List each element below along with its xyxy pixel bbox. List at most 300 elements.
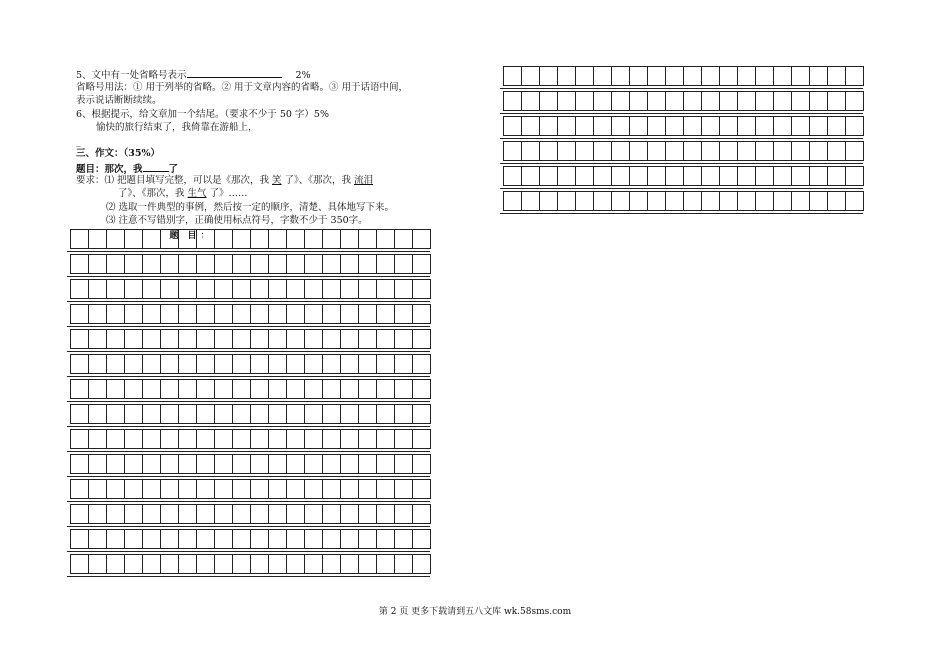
grid-cell[interactable] (647, 91, 666, 111)
grid-cell[interactable] (178, 254, 197, 274)
grid-cell[interactable] (322, 454, 341, 474)
grid-cell[interactable] (88, 504, 107, 524)
grid-cell[interactable] (124, 354, 143, 374)
grid-cell[interactable] (88, 379, 107, 399)
grid-cell[interactable] (683, 166, 702, 186)
grid-cell[interactable] (755, 166, 774, 186)
grid-cell[interactable] (250, 554, 269, 574)
grid-cell[interactable] (845, 141, 864, 161)
grid-cell[interactable] (755, 191, 774, 211)
grid-cell[interactable] (755, 116, 774, 136)
grid-cell[interactable] (70, 329, 89, 349)
grid-cell[interactable] (665, 91, 684, 111)
grid-cell[interactable] (358, 379, 377, 399)
grid-cell[interactable] (665, 66, 684, 86)
grid-cell[interactable] (196, 379, 215, 399)
grid-cell[interactable] (88, 479, 107, 499)
grid-cell[interactable] (503, 191, 522, 211)
grid-cell[interactable] (412, 279, 431, 299)
grid-cell[interactable] (142, 254, 161, 274)
grid-cell[interactable] (304, 404, 323, 424)
grid-cell[interactable] (160, 454, 179, 474)
grid-cell[interactable] (412, 454, 431, 474)
grid-cell[interactable] (106, 329, 125, 349)
grid-cell[interactable] (70, 404, 89, 424)
grid-cell[interactable] (719, 66, 738, 86)
grid-cell[interactable] (268, 329, 287, 349)
grid-cell[interactable] (394, 379, 413, 399)
grid-cell[interactable] (304, 229, 323, 249)
grid-cell[interactable] (412, 354, 431, 374)
grid-cell[interactable] (557, 191, 576, 211)
grid-cell[interactable] (394, 554, 413, 574)
grid-cell[interactable] (827, 66, 846, 86)
grid-cell[interactable] (503, 141, 522, 161)
grid-cell[interactable] (304, 279, 323, 299)
grid-cell[interactable] (70, 429, 89, 449)
grid-cell[interactable] (214, 379, 233, 399)
grid-cell[interactable] (322, 229, 341, 249)
grid-cell[interactable] (268, 429, 287, 449)
grid-cell[interactable] (611, 116, 630, 136)
grid-cell[interactable] (178, 454, 197, 474)
grid-cell[interactable] (142, 554, 161, 574)
grid-cell[interactable] (232, 254, 251, 274)
grid-cell[interactable] (160, 279, 179, 299)
grid-cell[interactable] (539, 166, 558, 186)
grid-cell[interactable] (647, 191, 666, 211)
grid-cell[interactable] (557, 66, 576, 86)
grid-cell[interactable] (647, 166, 666, 186)
grid-cell[interactable] (124, 404, 143, 424)
grid-cell[interactable] (214, 329, 233, 349)
grid-cell[interactable] (286, 529, 305, 549)
grid-cell[interactable] (70, 529, 89, 549)
grid-cell[interactable] (340, 304, 359, 324)
grid-cell[interactable] (88, 529, 107, 549)
grid-cell[interactable] (412, 429, 431, 449)
grid-cell[interactable] (286, 429, 305, 449)
grid-cell[interactable] (611, 166, 630, 186)
grid-cell[interactable] (773, 116, 792, 136)
grid-cell[interactable] (286, 379, 305, 399)
grid-cell[interactable] (304, 554, 323, 574)
grid-cell[interactable] (286, 404, 305, 424)
grid-cell[interactable] (376, 329, 395, 349)
grid-cell[interactable] (503, 166, 522, 186)
grid-cell[interactable] (683, 141, 702, 161)
grid-cell[interactable] (412, 329, 431, 349)
grid-cell[interactable] (845, 166, 864, 186)
grid-cell[interactable] (358, 279, 377, 299)
grid-cell[interactable] (142, 379, 161, 399)
grid-cell[interactable] (719, 91, 738, 111)
grid-cell[interactable] (250, 504, 269, 524)
grid-cell[interactable] (629, 166, 648, 186)
grid-cell[interactable] (322, 479, 341, 499)
grid-cell[interactable] (322, 504, 341, 524)
grid-cell[interactable] (196, 454, 215, 474)
grid-cell[interactable] (250, 429, 269, 449)
grid-cell[interactable] (196, 554, 215, 574)
grid-cell[interactable] (268, 354, 287, 374)
grid-cell[interactable] (232, 279, 251, 299)
grid-cell[interactable] (214, 254, 233, 274)
grid-cell[interactable] (358, 554, 377, 574)
grid-cell[interactable] (575, 91, 594, 111)
grid-cell[interactable] (88, 279, 107, 299)
grid-cell[interactable] (88, 254, 107, 274)
grid-cell[interactable] (70, 454, 89, 474)
grid-cell[interactable] (737, 166, 756, 186)
grid-cell[interactable] (232, 304, 251, 324)
grid-cell[interactable] (376, 379, 395, 399)
grid-cell[interactable] (196, 329, 215, 349)
grid-cell[interactable] (286, 304, 305, 324)
grid-cell[interactable] (773, 66, 792, 86)
grid-cell[interactable] (142, 504, 161, 524)
grid-cell[interactable] (629, 141, 648, 161)
grid-cell[interactable] (593, 91, 612, 111)
grid-cell[interactable] (358, 454, 377, 474)
grid-cell[interactable] (773, 141, 792, 161)
grid-cell[interactable] (376, 404, 395, 424)
grid-cell[interactable] (773, 91, 792, 111)
grid-cell[interactable] (142, 529, 161, 549)
grid-cell[interactable] (160, 354, 179, 374)
grid-cell[interactable] (701, 191, 720, 211)
grid-cell[interactable] (214, 529, 233, 549)
grid-cell[interactable] (268, 529, 287, 549)
grid-cell[interactable] (575, 166, 594, 186)
grid-cell[interactable] (214, 404, 233, 424)
grid-cell[interactable] (178, 379, 197, 399)
grid-cell[interactable] (521, 116, 540, 136)
grid-cell[interactable] (232, 329, 251, 349)
grid-cell[interactable] (340, 479, 359, 499)
grid-cell[interactable] (376, 529, 395, 549)
grid-cell[interactable] (304, 429, 323, 449)
grid-cell[interactable] (683, 66, 702, 86)
grid-cell[interactable] (358, 479, 377, 499)
grid-cell[interactable] (521, 166, 540, 186)
grid-cell[interactable] (286, 279, 305, 299)
grid-cell[interactable] (701, 166, 720, 186)
grid-cell[interactable] (70, 254, 89, 274)
grid-cell[interactable] (593, 191, 612, 211)
grid-cell[interactable] (412, 254, 431, 274)
grid-cell[interactable] (232, 229, 251, 249)
grid-cell[interactable] (232, 529, 251, 549)
grid-cell[interactable] (737, 66, 756, 86)
grid-cell[interactable] (250, 229, 269, 249)
grid-cell[interactable] (268, 454, 287, 474)
grid-cell[interactable] (250, 354, 269, 374)
grid-cell[interactable] (178, 354, 197, 374)
grid-cell[interactable] (232, 354, 251, 374)
grid-cell[interactable] (701, 116, 720, 136)
grid-cell[interactable] (196, 504, 215, 524)
grid-cell[interactable] (827, 191, 846, 211)
grid-cell[interactable] (88, 454, 107, 474)
grid-cell[interactable] (376, 429, 395, 449)
grid-cell[interactable] (196, 404, 215, 424)
grid-cell[interactable] (412, 229, 431, 249)
grid-cell[interactable] (737, 191, 756, 211)
grid-cell[interactable] (358, 229, 377, 249)
grid-cell[interactable] (88, 304, 107, 324)
grid-cell[interactable] (683, 91, 702, 111)
grid-cell[interactable] (521, 191, 540, 211)
grid-cell[interactable] (376, 504, 395, 524)
grid-cell[interactable] (268, 479, 287, 499)
grid-cell[interactable] (358, 354, 377, 374)
grid-cell[interactable] (178, 279, 197, 299)
grid-cell[interactable] (358, 254, 377, 274)
grid-cell[interactable] (160, 404, 179, 424)
grid-cell[interactable] (701, 66, 720, 86)
grid-cell[interactable] (250, 329, 269, 349)
grid-cell[interactable] (88, 354, 107, 374)
grid-cell[interactable] (647, 116, 666, 136)
grid-cell[interactable] (358, 329, 377, 349)
grid-cell[interactable] (845, 91, 864, 111)
grid-cell[interactable] (521, 141, 540, 161)
grid-cell[interactable] (232, 454, 251, 474)
grid-cell[interactable] (394, 504, 413, 524)
grid-cell[interactable] (809, 91, 828, 111)
grid-cell[interactable] (611, 141, 630, 161)
grid-cell[interactable] (196, 279, 215, 299)
grid-cell[interactable] (340, 429, 359, 449)
grid-cell[interactable] (178, 304, 197, 324)
grid-cell[interactable] (557, 166, 576, 186)
grid-cell[interactable] (322, 379, 341, 399)
grid-cell[interactable] (539, 141, 558, 161)
grid-cell[interactable] (178, 479, 197, 499)
grid-cell[interactable] (214, 279, 233, 299)
grid-cell[interactable] (232, 429, 251, 449)
grid-cell[interactable] (160, 304, 179, 324)
grid-cell[interactable] (412, 529, 431, 549)
grid-cell[interactable] (394, 279, 413, 299)
grid-cell[interactable] (773, 166, 792, 186)
grid-cell[interactable] (286, 504, 305, 524)
grid-cell[interactable] (124, 229, 143, 249)
grid-cell[interactable] (719, 141, 738, 161)
grid-cell[interactable] (304, 454, 323, 474)
grid-cell[interactable] (268, 504, 287, 524)
grid-cell[interactable] (845, 191, 864, 211)
grid-cell[interactable] (376, 479, 395, 499)
grid-cell[interactable] (124, 454, 143, 474)
grid-cell[interactable] (142, 454, 161, 474)
grid-cell[interactable] (539, 116, 558, 136)
grid-cell[interactable] (358, 529, 377, 549)
grid-cell[interactable] (88, 554, 107, 574)
grid-cell[interactable] (124, 304, 143, 324)
grid-cell[interactable] (124, 279, 143, 299)
grid-cell[interactable] (719, 116, 738, 136)
grid-cell[interactable] (827, 166, 846, 186)
grid-cell[interactable] (629, 116, 648, 136)
grid-cell[interactable] (160, 479, 179, 499)
grid-cell[interactable] (286, 254, 305, 274)
grid-cell[interactable] (268, 304, 287, 324)
grid-cell[interactable] (268, 279, 287, 299)
grid-cell[interactable] (719, 191, 738, 211)
grid-cell[interactable] (214, 504, 233, 524)
grid-cell[interactable] (340, 254, 359, 274)
grid-cell[interactable] (70, 379, 89, 399)
grid-cell[interactable] (214, 229, 233, 249)
grid-cell[interactable] (340, 279, 359, 299)
grid-cell[interactable] (791, 66, 810, 86)
grid-cell[interactable] (106, 429, 125, 449)
grid-cell[interactable] (376, 554, 395, 574)
grid-cell[interactable] (286, 229, 305, 249)
grid-cell[interactable] (250, 454, 269, 474)
grid-cell[interactable] (268, 229, 287, 249)
grid-cell[interactable] (412, 304, 431, 324)
grid-cell[interactable] (322, 429, 341, 449)
grid-cell[interactable] (178, 504, 197, 524)
grid-cell[interactable] (70, 479, 89, 499)
grid-cell[interactable] (394, 229, 413, 249)
grid-cell[interactable] (286, 479, 305, 499)
grid-cell[interactable] (124, 504, 143, 524)
grid-cell[interactable] (394, 404, 413, 424)
grid-cell[interactable] (286, 354, 305, 374)
grid-cell[interactable] (178, 529, 197, 549)
grid-cell[interactable] (196, 304, 215, 324)
grid-cell[interactable] (304, 304, 323, 324)
grid-cell[interactable] (358, 504, 377, 524)
grid-cell[interactable] (412, 404, 431, 424)
grid-cell[interactable] (70, 504, 89, 524)
grid-cell[interactable] (665, 166, 684, 186)
grid-cell[interactable] (412, 479, 431, 499)
grid-cell[interactable] (575, 116, 594, 136)
grid-cell[interactable] (358, 404, 377, 424)
grid-cell[interactable] (322, 404, 341, 424)
grid-cell[interactable] (322, 529, 341, 549)
grid-cell[interactable] (394, 304, 413, 324)
grid-cell[interactable] (340, 554, 359, 574)
grid-cell[interactable] (178, 404, 197, 424)
grid-cell[interactable] (142, 429, 161, 449)
grid-cell[interactable] (611, 91, 630, 111)
grid-cell[interactable] (575, 66, 594, 86)
grid-cell[interactable] (322, 329, 341, 349)
grid-cell[interactable] (250, 479, 269, 499)
grid-cell[interactable] (809, 166, 828, 186)
grid-cell[interactable] (286, 329, 305, 349)
grid-cell[interactable] (214, 429, 233, 449)
grid-cell[interactable] (304, 479, 323, 499)
grid-cell[interactable] (214, 454, 233, 474)
grid-cell[interactable] (160, 379, 179, 399)
grid-cell[interactable] (232, 404, 251, 424)
grid-cell[interactable] (593, 66, 612, 86)
grid-cell[interactable] (70, 229, 89, 249)
grid-cell[interactable] (340, 504, 359, 524)
grid-cell[interactable] (70, 304, 89, 324)
grid-cell[interactable] (791, 191, 810, 211)
grid-cell[interactable] (322, 279, 341, 299)
grid-cell[interactable] (106, 454, 125, 474)
grid-cell[interactable] (106, 254, 125, 274)
grid-cell[interactable] (755, 66, 774, 86)
grid-cell[interactable] (70, 354, 89, 374)
grid-cell[interactable] (106, 529, 125, 549)
grid-cell[interactable] (809, 66, 828, 86)
grid-cell[interactable] (106, 229, 125, 249)
grid-cell[interactable] (521, 66, 540, 86)
grid-cell[interactable] (665, 141, 684, 161)
grid-cell[interactable] (196, 479, 215, 499)
grid-cell[interactable] (340, 354, 359, 374)
grid-cell[interactable] (809, 141, 828, 161)
grid-cell[interactable] (286, 554, 305, 574)
grid-cell[interactable] (142, 354, 161, 374)
grid-cell[interactable] (412, 379, 431, 399)
grid-cell[interactable] (232, 379, 251, 399)
grid-cell[interactable] (232, 504, 251, 524)
grid-cell[interactable] (268, 554, 287, 574)
grid-cell[interactable] (322, 554, 341, 574)
grid-cell[interactable] (106, 479, 125, 499)
grid-cell[interactable] (557, 91, 576, 111)
grid-cell[interactable] (304, 254, 323, 274)
grid-cell[interactable] (250, 254, 269, 274)
grid-cell[interactable] (394, 329, 413, 349)
grid-cell[interactable] (304, 329, 323, 349)
grid-cell[interactable] (611, 191, 630, 211)
grid-cell[interactable] (376, 254, 395, 274)
grid-cell[interactable] (683, 191, 702, 211)
grid-cell[interactable] (719, 166, 738, 186)
grid-cell[interactable] (70, 554, 89, 574)
grid-cell[interactable] (593, 166, 612, 186)
grid-cell[interactable] (394, 454, 413, 474)
grid-cell[interactable] (214, 554, 233, 574)
grid-cell[interactable] (214, 354, 233, 374)
grid-cell[interactable] (88, 404, 107, 424)
grid-cell[interactable] (809, 116, 828, 136)
grid-cell[interactable] (124, 254, 143, 274)
grid-cell[interactable] (340, 454, 359, 474)
grid-cell[interactable] (593, 116, 612, 136)
grid-cell[interactable] (340, 404, 359, 424)
grid-cell[interactable] (196, 354, 215, 374)
grid-cell[interactable] (178, 329, 197, 349)
grid-cell[interactable] (178, 429, 197, 449)
grid-cell[interactable] (647, 66, 666, 86)
grid-cell[interactable] (268, 254, 287, 274)
grid-cell[interactable] (124, 554, 143, 574)
grid-cell[interactable] (376, 354, 395, 374)
grid-cell[interactable] (845, 116, 864, 136)
grid-cell[interactable] (88, 329, 107, 349)
grid-cell[interactable] (250, 304, 269, 324)
grid-cell[interactable] (629, 66, 648, 86)
grid-cell[interactable] (160, 254, 179, 274)
grid-cell[interactable] (737, 141, 756, 161)
grid-cell[interactable] (701, 91, 720, 111)
grid-cell[interactable] (142, 479, 161, 499)
grid-cell[interactable] (250, 379, 269, 399)
